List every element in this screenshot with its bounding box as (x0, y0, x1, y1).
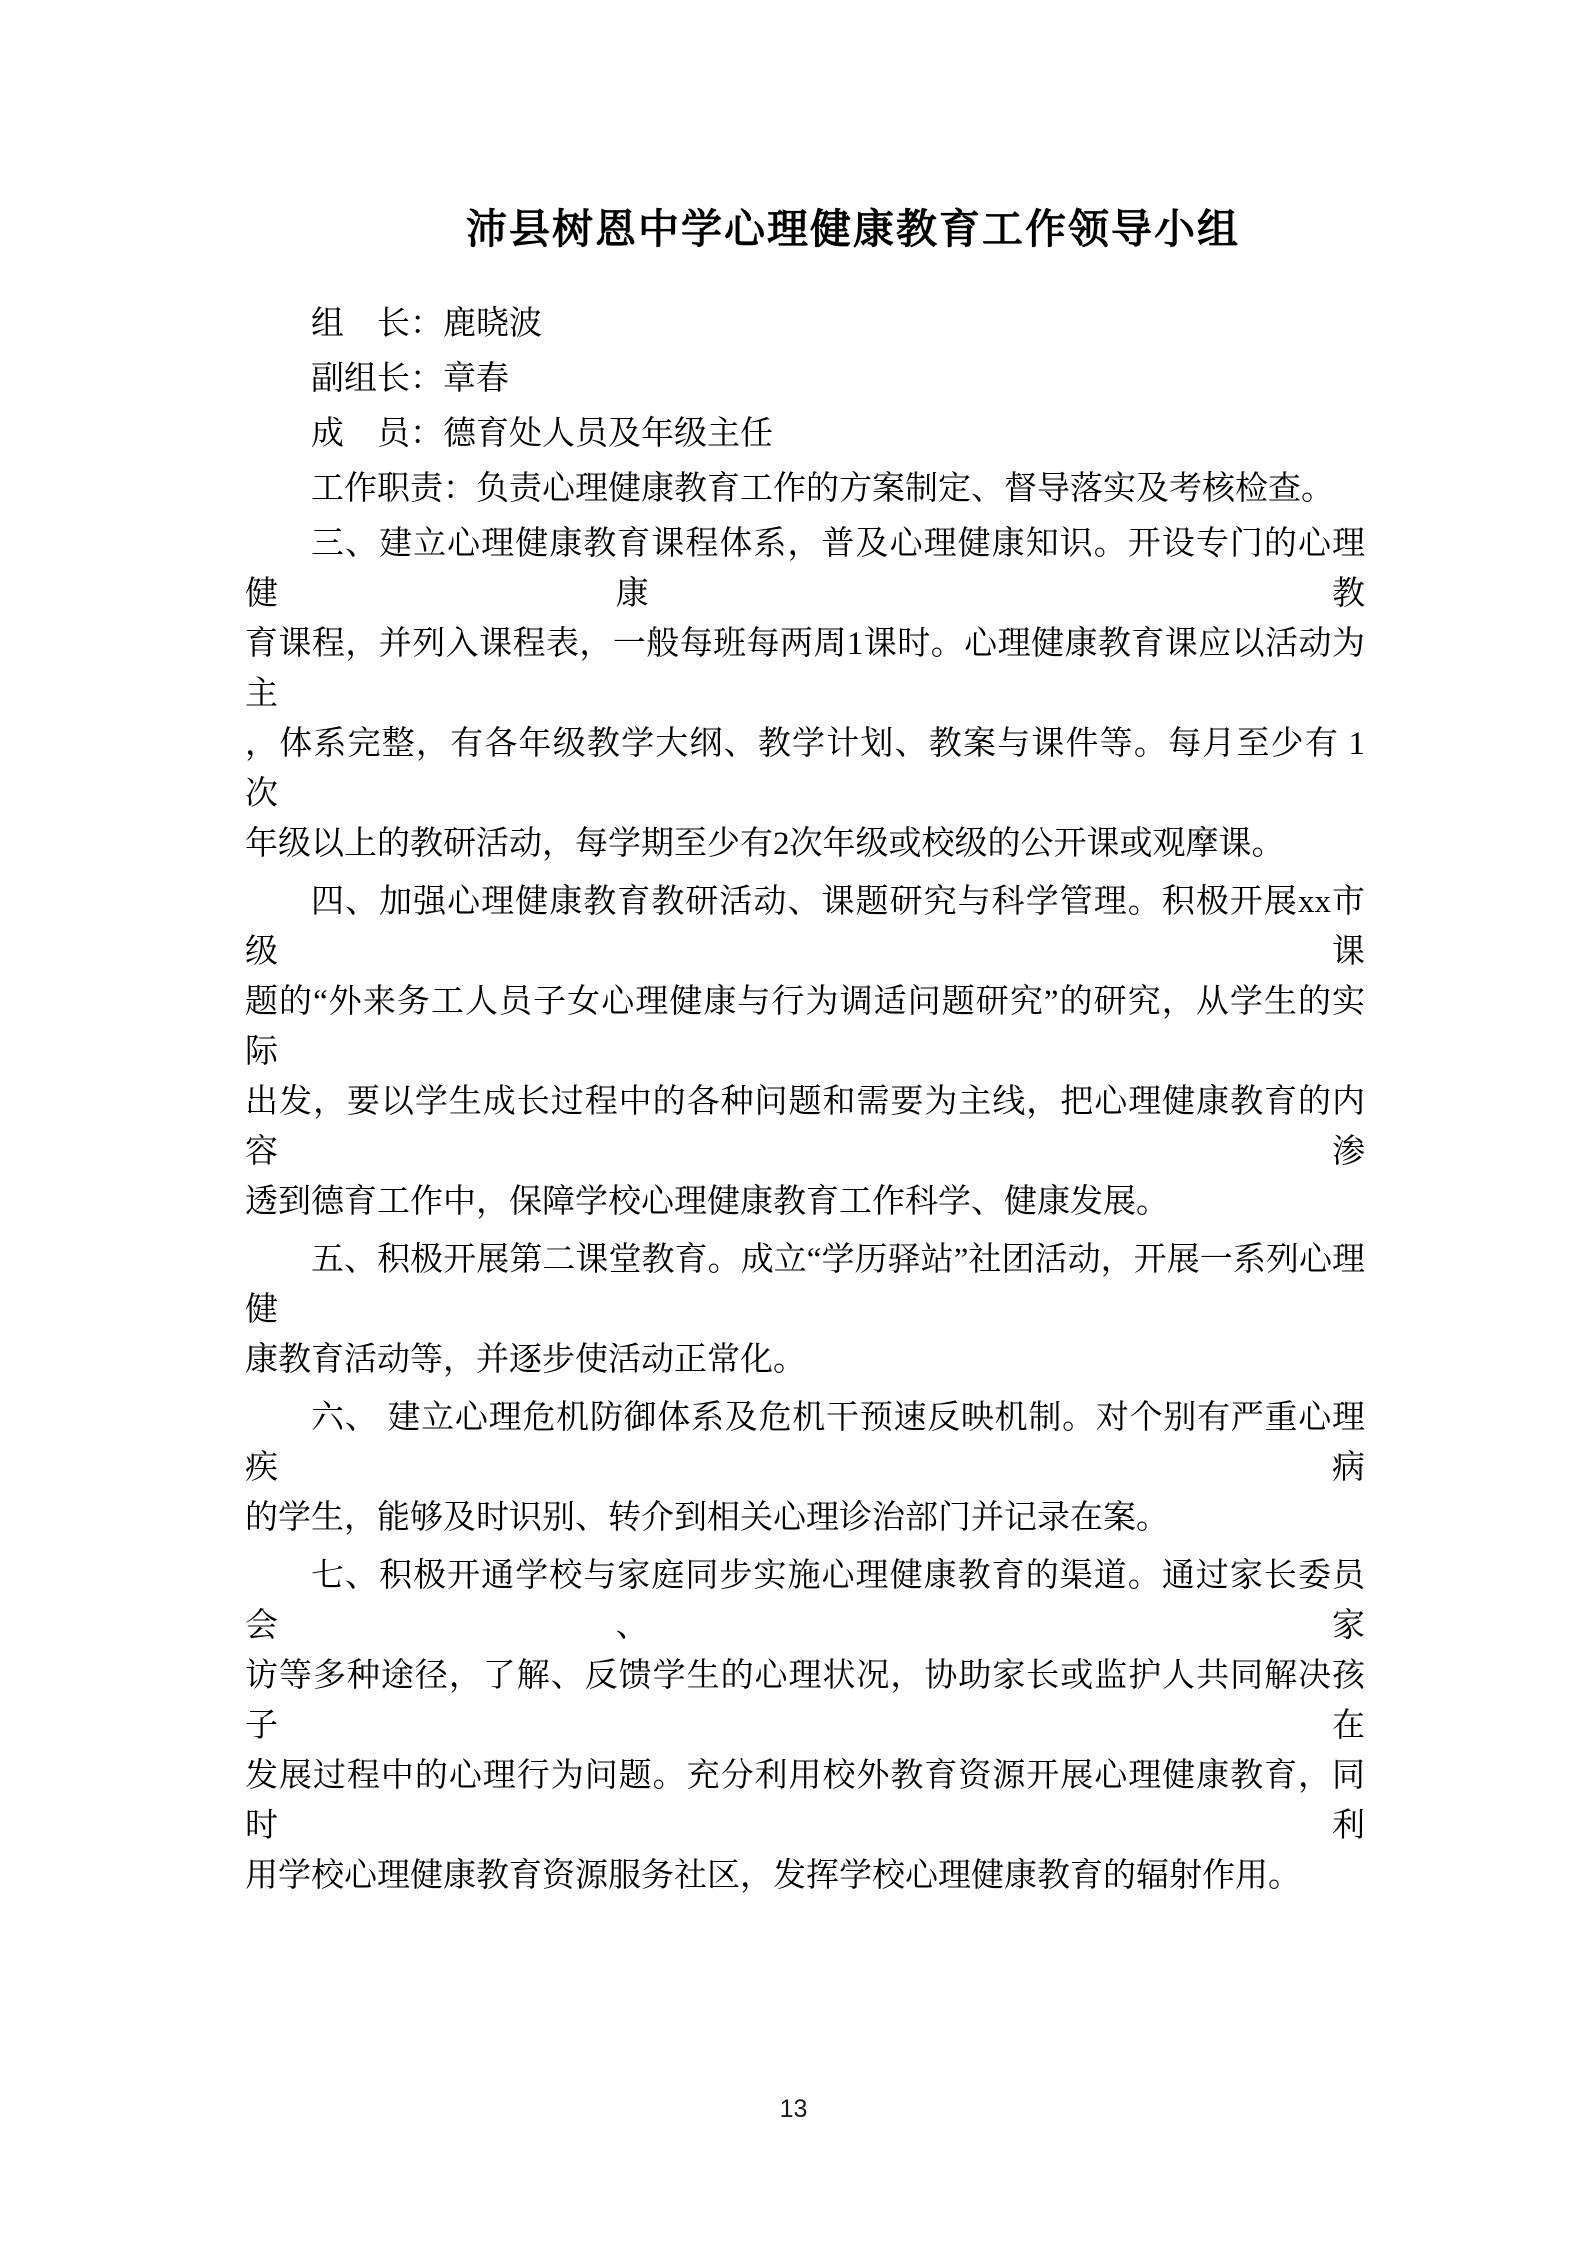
paragraph-item-5 (245, 1235, 1365, 1385)
body-line: 四、加强心理健康教育教研活动、课题研究与科学管理。积极开展xx市级 课 (245, 884, 1365, 970)
roster-section (245, 297, 1365, 517)
body-line: 题的“外来务工人员子女心理健康与行为调适问题研究”的研究，从学生的实 际 (245, 984, 1365, 1070)
body-line: 六、 建立心理危机防御体系及危机干预速反映机制。对个别有严重心理疾病 (245, 1400, 1365, 1486)
body-line: 发展过程中的心理行为问题。充分利用校外教育资源开展心理健康教育，同时 利 (245, 1758, 1365, 1844)
body-line: 用学校心理健康教育资源服务社区，发挥学校心理健康教育的辐射作用。 (245, 1858, 1301, 1894)
body-line: ，体系完整，有各年级教学大纲、教学计划、教案与课件等。每月至少有 1 次 (245, 726, 1365, 812)
body-line: 康教育活动等，并逐步使活动正常化。 (245, 1342, 806, 1378)
body-line: 育课程，并列入课程表，一般每班每两周1课时。心理健康教育课应以活动为 主 (245, 626, 1365, 712)
page-title: 沛县树恩中学心理健康教育工作领导小组 (466, 206, 1240, 252)
roster-line-members: 成 员：德育处人员及年级主任 (311, 416, 773, 452)
document-content (245, 203, 1365, 1901)
body-line: 三、建立心理健康教育课程体系，普及心理健康知识。开设专门的心理健康 教 (245, 526, 1365, 612)
body-line: 五、积极开展第二课堂教育。成立“学历驿站”社团活动，开展一系列心理 健 (245, 1242, 1365, 1328)
paragraph-item-4 (245, 877, 1365, 1227)
body-line: 年级以上的教研活动，每学期至少有2次年级或校级的公开课或观摩课。 (245, 826, 1285, 862)
paragraph-item-7 (245, 1551, 1365, 1901)
body-line: 出发，要以学生成长过程中的各种问题和需要为主线，把心理健康教育的内容 渗 (245, 1084, 1365, 1170)
roster-line-leader: 组 长：鹿晓波 (311, 306, 542, 342)
roster-line-deputy-leader: 副组长：章春 (311, 361, 509, 397)
body-line: 七、积极开通学校与家庭同步实施心理健康教育的渠道。通过家长委员会、 家 (245, 1558, 1365, 1644)
body-line: 访等多种途径，了解、反馈学生的心理状况，协助家长或监护人共同解决孩子 在 (245, 1658, 1365, 1744)
paragraph-item-6 (245, 1393, 1365, 1543)
page-number: 13 (779, 2095, 808, 2123)
body-line: 透到德育工作中，保障学校心理健康教育工作科学、健康发展。 (245, 1184, 1169, 1220)
roster-line-duties: 工作职责：负责心理健康教育工作的方案制定、督导落实及考核检查。 (311, 471, 1334, 507)
paragraph-item-3 (245, 519, 1365, 869)
body-line: 的学生，能够及时识别、转介到相关心理诊治部门并记录在案。 (245, 1500, 1169, 1536)
